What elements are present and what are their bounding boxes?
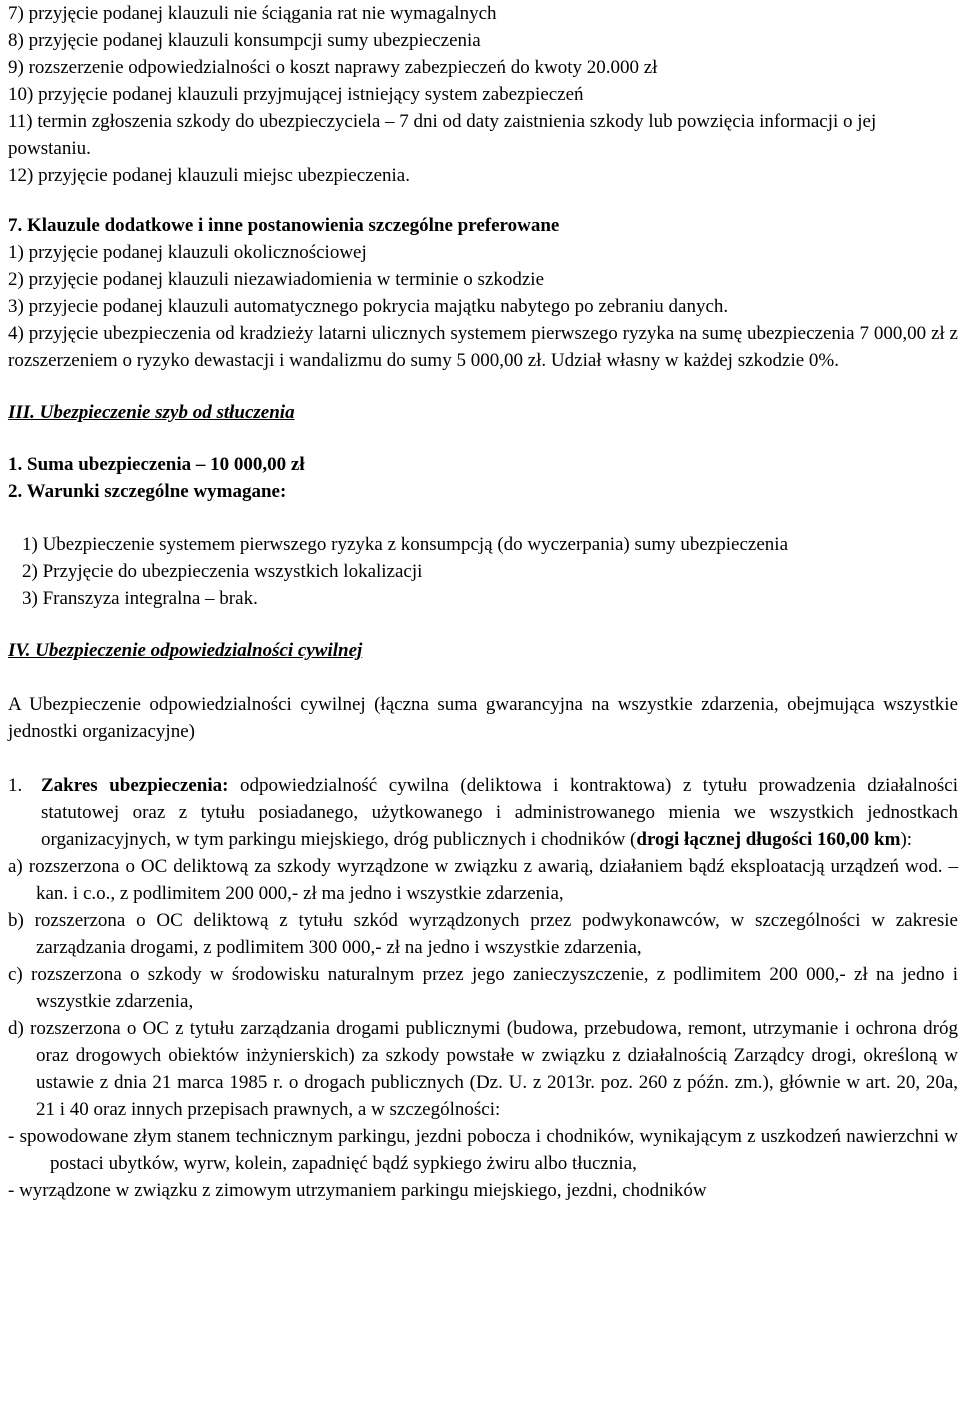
scope-text: odpowiedzialność cywilna (deliktowa i kontraktowa) z tytułu prowadzenia działalności statutowej oraz z tytułu posiadanego, użytkowanego i administrowanego mienia we wszystkich jednostkach organizacyjnych, w tym parkingu miejskiego, dróg publicznych i chodników ( [41,775,958,850]
list-item: 9) rozszerzenie odpowiedzialności o koszt naprawy zabezpieczeń do kwoty 20.000 zł [8,57,658,78]
list-item: 12) przyjęcie podanej klauzuli miejsc ubezpieczenia. [8,165,410,186]
dash-items [8,1123,958,1204]
section-7-heading: 7. Klauzule dodatkowe i inne postanowienia szczególne preferowane [8,215,560,236]
list-item: 2) przyjęcie podanej klauzuli niezawiadomienia w terminie o szkodzie [8,269,545,290]
list-item: 4) przyjęcie ubezpieczenia od kradzieży latarni ulicznych systemem pierwszego ryzyka na sumę ubezpieczenia 7 000,00 zł z rozszerzeniem o ryzyko dewastacji i wandalizmu do sumy 5 000,00 zł. Udział własny w każdej szkodzie 0%. [8,323,958,371]
list-item: - wyrządzone w związku z zimowym utrzymaniem parkingu miejskiego, jezdni, chodników [8,1180,707,1201]
conditions-heading [8,478,958,505]
conditions-label: Warunki szczególne wymagane: [26,481,287,502]
section-iv-title: IV. Ubezpieczenie odpowiedzialności cywilnej [8,640,363,661]
list-item: 7) przyjęcie podanej klauzuli nie ściągania rat nie wymagalnych [8,3,497,24]
list-item: 3) przyjecie podanej klauzuli automatycznego pokrycia majątku nabytego po zebraniu danych. [8,296,729,317]
section-6-list [8,0,958,189]
scope-road-length: drogi łącznej długości 160,00 km [636,829,901,850]
section-7 [8,212,958,374]
section-iv [8,637,958,1204]
scope-label: Zakres ubezpieczenia: [41,775,229,796]
list-item: b) rozszerzona o OC deliktową z tytułu szkód wyrządzonych przez podwykonawców, w szczególności w zakresie zarządzania drogami, z podlimitem 300 000,- zł na jedno i wszystkie zdarzenia, [8,910,958,958]
section-iv-intro: A Ubezpieczenie odpowiedzialności cywilnej (łączna suma gwarancyjna na wszystkie zdarzenia, obejmująca wszystkie jednostki organizacyjne) [8,694,958,742]
section-iii-title: III. Ubezpieczenie szyb od stłuczenia [8,402,295,423]
conditions-list [8,531,958,612]
list-item: 1) przyjęcie podanej klauzuli okolicznościowej [8,242,367,263]
conditions-number: 2. [8,481,23,502]
scope-tail: ): [900,829,913,850]
list-item: 2) Przyjęcie do ubezpieczenia wszystkich lokalizacji [22,561,423,582]
list-item: 10) przyjęcie podanej klauzuli przyjmującej istniejący system zabezpieczeń [8,84,584,105]
list-item: 8) przyjęcie podanej klauzuli konsumpcji sumy ubezpieczenia [8,30,481,51]
list-item: - spowodowane złym stanem technicznym parkingu, jezdni pobocza i chodników, wynikającym z uszkodzeń nawierzchni w postaci ubytków, wyrw, kolein, zapadnięć bądź sypkiego żwiru albo tłucznia, [8,1126,958,1174]
list-item: c) rozszerzona o szkody w środowisku naturalnym przez jego zanieczyszczenie, z podlimitem 200 000,- zł na jedno i wszystkie zdarzenia, [8,964,958,1012]
list-item: 3) Franszyza integralna – brak. [22,588,258,609]
list-item: d) rozszerzona o OC z tytułu zarządzania drogami publicznymi (budowa, przebudowa, remont, utrzymanie i ochrona dróg oraz drogowych obiektów inżynierskich) za szkody powstałe w związku z działalnością Zarządcy drogi, określoną w ustawie z dnia 21 marca 1985 r. o drogach publicznych (Dz. U. z 2013r. poz. 260 z późn. zm.), głównie w art. 20, 20a, 21 i 40 oraz innych przepisach prawnych, a w szczególności: [8,1018,958,1120]
sum-insured: 1. Suma ubezpieczenia – 10 000,00 zł [8,454,305,475]
section-iii [8,399,958,612]
scope-items [8,853,958,1123]
list-item: a) rozszerzona o OC deliktową za szkody wyrządzone w związku z awarią, działaniem bądź eksploatacją urządzeń wod. – kan. i c.o., z podlimitem 200 000,- zł ma jedno i wszystkie zdarzenia, [8,856,958,904]
scope-paragraph: 1. Zakres ubezpieczenia: odpowiedzialność cywilna (deliktowa i kontraktowa) z tytułu prowadzenia działalności statutowej oraz z tytułu posiadanego, użytkowanego i administrowanego mienia we wszystkich jednostkach organizacyjnych, w tym parkingu miejskiego, dróg publicznych i chodników (drogi łącznej długości 160,00 km): [8,775,958,850]
document-page [8,0,958,1204]
list-item: 1) Ubezpieczenie systemem pierwszego ryzyka z konsumpcją (do wyczerpania) sumy ubezpieczenia [22,534,789,555]
list-item: 11) termin zgłoszenia szkody do ubezpieczyciela – 7 dni od daty zaistnienia szkody lub powzięcia informacji o jej powstaniu. [8,111,877,159]
